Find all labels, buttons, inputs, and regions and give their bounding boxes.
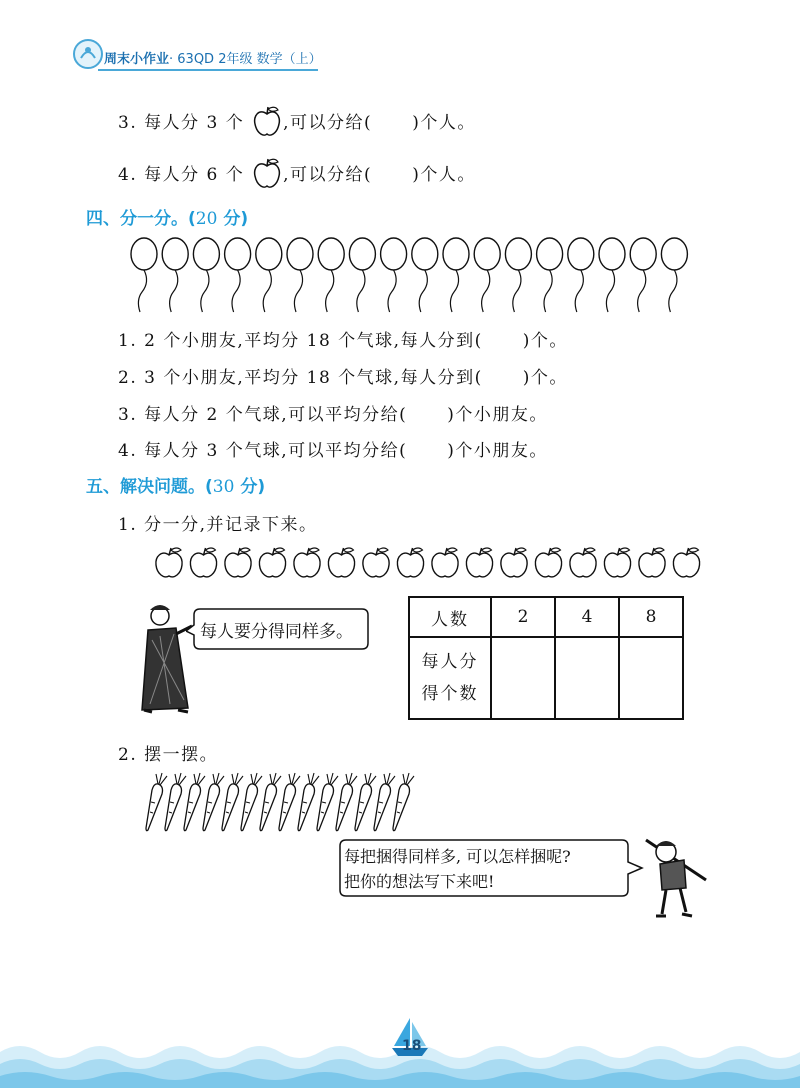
balloon-icon [443,238,469,312]
apple-icon [397,548,423,577]
question-tail: )个小朋友。 [447,441,548,461]
section-4-question-3 [118,400,548,425]
apple-icon [639,548,665,577]
table-answer-cell[interactable] [619,637,683,719]
carrot-icon [298,773,319,831]
question-text: 2. 3 个小朋友,平均分 18 个气球,每人分到( [118,368,483,388]
apple-question-4-suffix: ,可以分给( [283,165,373,185]
question-text: 3. 每人分 2 个气球,可以平均分给( [118,405,408,425]
carrot-icon [393,773,414,831]
header-info: · 63QD 2年级 数学（上） [169,52,322,67]
question-tail: )个。 [522,368,568,388]
carrot-icon [317,773,338,831]
section-4-title-text: 四、分一分。( [86,209,196,229]
apple-icon [432,548,458,577]
table-col-2: 2 [491,597,555,637]
apple-question-3-tail: )个人。 [412,113,476,133]
apple-icon [535,548,561,577]
balloon-icon [162,238,188,312]
header-underline [98,69,318,71]
section-4-score: 20 [195,209,218,229]
balloon-icon [630,238,656,312]
header-logo-icon [72,38,104,70]
balloon-icon [661,238,687,312]
section-5-unit: 分) [234,477,266,497]
balloon-icon [505,238,531,312]
balloon-row [126,236,706,314]
table-row [409,597,683,637]
apple-question-3-suffix: ,可以分给( [283,113,373,133]
apple-icon [259,548,285,577]
bubble-2-line-2: 把你的想法写下来吧! [344,872,495,891]
table-header-cell: 人数 [409,597,491,637]
table-col-8: 8 [619,597,683,637]
apple-icon [156,548,182,577]
balloon-icon [568,238,594,312]
bubble-2-line-1: 每把捆得同样多, 可以怎样捆呢? [344,847,571,866]
carrot-icon [260,773,281,831]
balloon-icon [412,238,438,312]
table-row [409,637,683,719]
section-5-question-1: 1. 分一分,并记录下来。 [118,515,318,535]
apple-question-3-prefix: 3. 每人分 3 个 [118,113,245,133]
table-col-4: 4 [555,597,619,637]
question-text: 4. 每人分 3 个气球,可以平均分给( [118,441,408,461]
question-tail: )个小朋友。 [447,405,548,425]
section-4-question-1 [118,326,568,351]
section-5-title [86,472,265,497]
question-tail: )个。 [522,331,568,351]
apple-icon [363,548,389,577]
monkey-king-figure [640,830,710,922]
carrot-icon [336,773,357,831]
apple-icon [294,548,320,577]
apple-icon [466,548,492,577]
apple-question-4 [118,156,476,190]
balloon-icon [193,238,219,312]
apple-icon [190,548,216,577]
section-5-score: 30 [212,477,235,497]
apple-icon [328,548,354,577]
balloon-icon [131,238,157,312]
section-4-title [86,204,248,229]
section-4-question-4 [118,436,548,461]
apple-question-3 [118,104,476,138]
apple-question-4-tail: )个人。 [412,165,476,185]
apple-icon [225,548,251,577]
balloon-icon [287,238,313,312]
section-5-question-2: 2. 摆一摆。 [118,745,219,765]
section-4-unit: 分) [217,209,249,229]
balloon-icon [318,238,344,312]
table-answer-cell[interactable] [491,637,555,719]
balloon-icon [349,238,375,312]
section-4-question-2 [118,363,568,388]
carrot-icon [355,773,376,831]
carrot-icon [222,773,243,831]
carrot-icon [146,773,167,831]
speech-bubble-2 [344,844,571,894]
header-series: 周末小作业 [104,52,170,67]
balloon-icon [381,238,407,312]
page-number: 18 [402,1038,422,1054]
balloon-icon [599,238,625,312]
record-table [408,596,684,720]
balloon-icon [474,238,500,312]
apple-icon [251,104,283,138]
speech-bubble-1: 每人要分得同样多。 [200,622,353,642]
carrot-row [140,770,440,832]
carrot-icon [279,773,300,831]
table-row-label-line-2: 得个数 [421,684,479,704]
balloon-icon [256,238,282,312]
carrot-icon [241,773,262,831]
table-row-label [409,637,491,719]
balloon-icon [225,238,251,312]
apple-question-4-prefix: 4. 每人分 6 个 [118,165,245,185]
carrot-icon [165,773,186,831]
carrot-icon [184,773,205,831]
apple-icon [251,156,283,190]
apple-row [150,544,710,584]
apple-icon [570,548,596,577]
table-row-label-line-1: 每人分 [421,652,479,672]
carrot-icon [203,773,224,831]
carrot-icon [374,773,395,831]
balloon-icon [537,238,563,312]
table-answer-cell[interactable] [555,637,619,719]
apple-icon [673,548,699,577]
header-title [104,48,322,67]
apple-icon [501,548,527,577]
question-text: 1. 2 个小朋友,平均分 18 个气球,每人分到( [118,331,483,351]
apple-icon [604,548,630,577]
section-5-title-text: 五、解决问题。( [86,477,213,497]
